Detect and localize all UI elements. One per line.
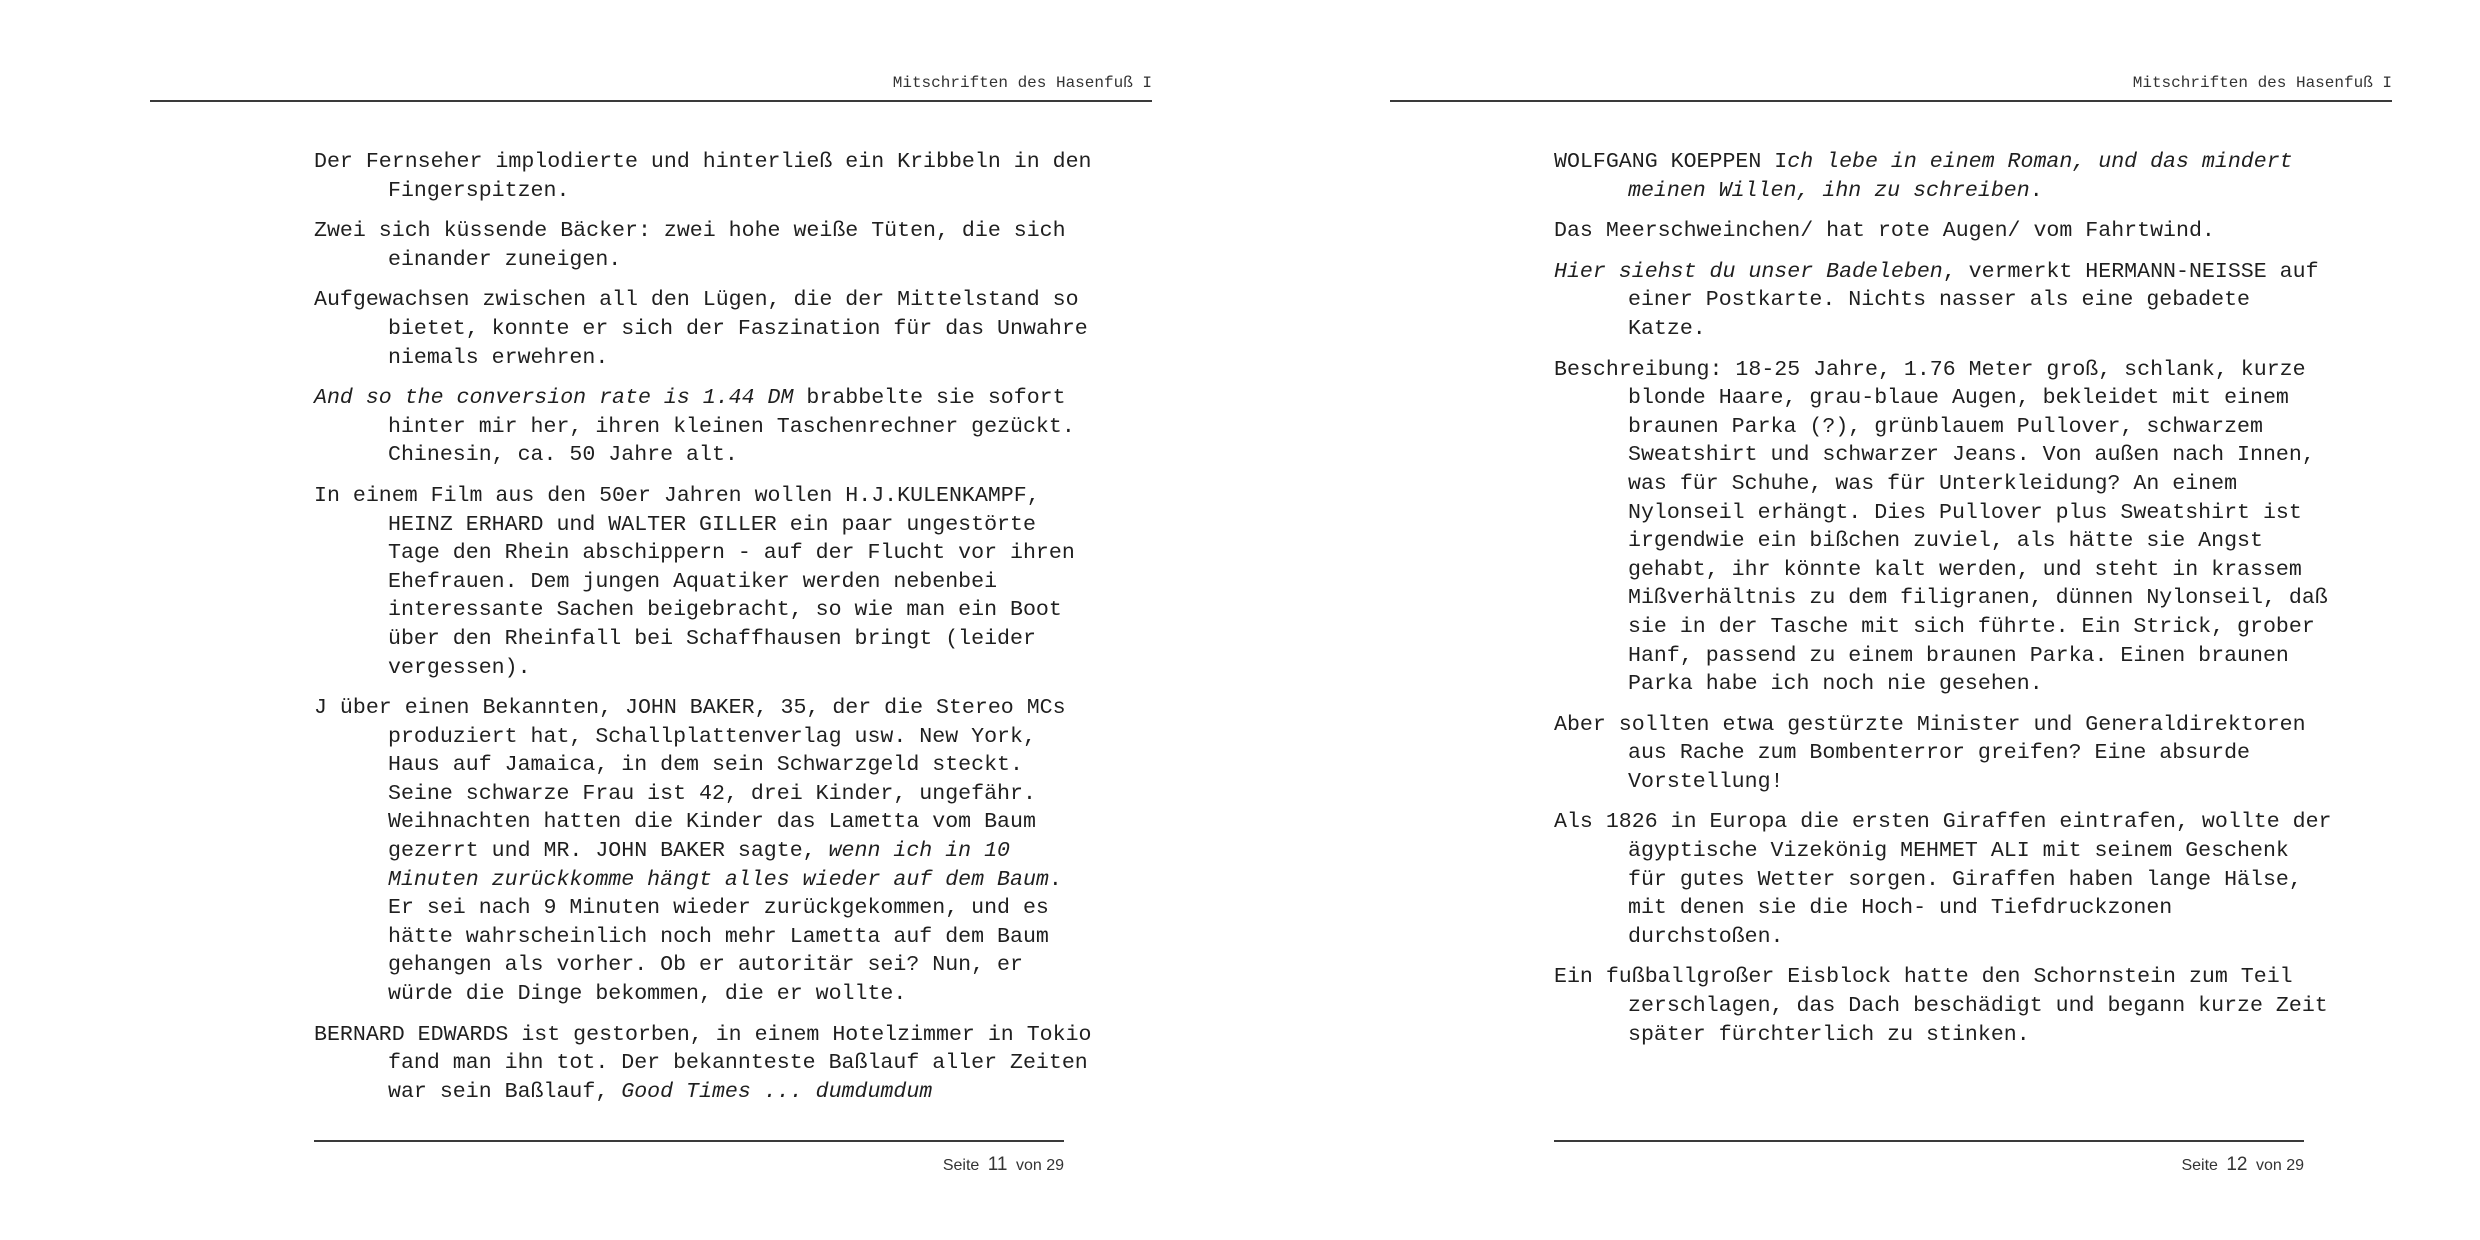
right-page <box>1240 0 2480 1240</box>
text-run: WOLFGANG KOEPPEN I <box>1554 150 1788 174</box>
italic-text: Good Times ... dumdumdum <box>621 1079 933 1104</box>
paragraph <box>1554 711 2344 797</box>
text-run: Aber sollten etwa gestürzte Minister und Generaldirektoren aus Rache zum Bombenterror greifen? Eine absurde Vorstellung! <box>1554 712 2306 794</box>
footer-prefix: Seite <box>2181 1157 2218 1174</box>
italic-text: wenn ich in 10 Minuten zurückkomme hängt alles wieder auf dem Baum <box>388 839 1049 892</box>
text-run: , vermerkt HERMANN-NEISSE auf einer Postkarte. Nichts nasser als eine gebadete Katze. <box>1628 259 2319 341</box>
paragraph <box>314 1021 1104 1107</box>
footer-of: von <box>2255 1157 2282 1174</box>
paragraph <box>1554 963 2344 1049</box>
header-title: Mitschriften des Hasenfuß I <box>2132 74 2392 92</box>
paragraph <box>314 384 1104 470</box>
paragraph <box>1554 217 2344 246</box>
footer-of: von <box>1015 1157 1042 1174</box>
page-footer <box>1554 1154 2304 1176</box>
text-run: Zwei sich küssende Bäcker: zwei hohe weiße Tüten, die sich einander zuneigen. <box>314 219 1066 272</box>
text-run: . <box>2029 178 2043 203</box>
page-total: 29 <box>1046 1157 1064 1174</box>
text-run: Der Fernseher implodierte und hinterließ ein Kribbeln in den Fingerspitzen. <box>314 150 1092 203</box>
italic-text: ch lebe in einem Roman, und das mindert meinen Willen, ihn zu schreiben <box>1628 150 2293 203</box>
paragraph <box>314 286 1104 372</box>
text-run: brabbelte sie sofort hinter mir her, ihren kleinen Taschenrechner gezückt. Chinesin, ca. 50 Jahre alt. <box>388 386 1075 468</box>
text-run: In einem Film aus den 50er Jahren wollen H.J.KULENKAMPF, HEINZ ERHARD und WALTER GILLER ein paar ungestörte Tage den Rhein abschippern - auf der Flucht vor ihren Ehefrauen. Dem jungen Aquatiker werden nebenbei interessante Sachen beigebracht, so wie man ein Boot über den Rheinfall bei Schaffhausen bringt (leider vergessen). <box>314 483 1075 680</box>
text-run: BERNARD EDWARDS ist gestorben, in einem Hotelzimmer in Tokio fand man ihn tot. Der bekannteste Baßlauf aller Zeiten war sein Baßlauf, <box>314 1022 1092 1104</box>
italic-text: Hier siehst du unser Badeleben <box>1554 259 1943 284</box>
footer-prefix: Seite <box>942 1157 980 1174</box>
running-header <box>150 74 1152 102</box>
page-total: 29 <box>2286 1157 2304 1174</box>
text-run: Ein fußballgroßer Eisblock hatte den Schornstein zum Teil zerschlagen, das Dach beschädigt und begann kurze Zeit später fürchterlich zu stinken. <box>1554 965 2328 1047</box>
paragraph <box>314 217 1104 274</box>
text-run: Beschreibung: 18-25 Jahre, 1.76 Meter groß, schlank, kurze blonde Haare, grau-blaue Augen, bekleidet mit einem braunen Parka (?), grünblauem Pullover, schwarzem Sweatshirt und schwarzer Jeans. Von außen nach Innen, was für Schuhe, was für Unterkleidung? An einem Nylonseil erhängt. Dies Pullover plus Sweatshirt ist irgendwie ein bißchen zuviel, als hätte sie Angst gehabt, ihr könnte kalt werden, und steht in krassem Mißverhältnis zu dem filigranen, dünnen Nylonseil, daß sie in der Tasche mit sich führte. Ein Strick, grober Hanf, passend zu einem braunen Parka. Einen braunen Parka habe ich noch nie gesehen. <box>1554 357 2328 697</box>
footer-rule <box>1554 1140 2304 1142</box>
paragraph <box>314 482 1104 682</box>
text-run: Aufgewachsen zwischen all den Lügen, die der Mittelstand so bietet, konnte er sich der Faszination für das Unwahre niemals erwehren. <box>314 288 1088 370</box>
text-run: Das Meerschweinchen/ hat rote Augen/ vom Fahrtwind. <box>1554 219 2215 244</box>
page-body <box>314 148 1104 1118</box>
header-title: Mitschriften des Hasenfuß I <box>892 74 1152 92</box>
page-body <box>1554 148 2344 1061</box>
paragraph <box>314 148 1104 205</box>
paragraph <box>1554 258 2344 344</box>
footer-rule <box>314 1140 1064 1142</box>
text-run: . Er sei nach 9 Minuten wieder zurückgekommen, und es hätte wahrscheinlich noch mehr Lametta auf dem Baum gehangen als vorher. Ob er autoritär sei? Nun, er würde die Dinge bekommen, die er wollte. <box>388 867 1062 1007</box>
page-number: 12 <box>2226 1154 2248 1175</box>
running-header <box>1390 74 2392 102</box>
paragraph <box>1554 148 2344 205</box>
paragraph <box>1554 356 2344 699</box>
page-footer <box>314 1154 1064 1176</box>
italic-text: And so the conversion rate is 1.44 DM <box>314 386 794 411</box>
page-number: 11 <box>987 1154 1008 1175</box>
text-run: Als 1826 in Europa die ersten Giraffen eintrafen, wollte der ägyptische Vizekönig MEHMET ALI mit seinem Geschenk für gutes Wetter sorgen. Giraffen haben lange Hälse, mit denen sie die Hoch- und Tiefdruckzonen durchstoßen. <box>1554 810 2332 949</box>
paragraph <box>1554 808 2344 951</box>
paragraph <box>314 694 1104 1009</box>
text-run: J über einen Bekannten, JOHN BAKER, 35, der die Stereo MCs produziert hat, Schallplattenverlag usw. New York, Haus auf Jamaica, in dem sein Schwarzgeld steckt. Seine schwarze Frau ist 42, drei Kinder, ungefähr. Weihnachten hatten die Kinder das Lametta vom Baum gezerrt und MR. JOHN BAKER sagte, <box>314 696 1066 864</box>
